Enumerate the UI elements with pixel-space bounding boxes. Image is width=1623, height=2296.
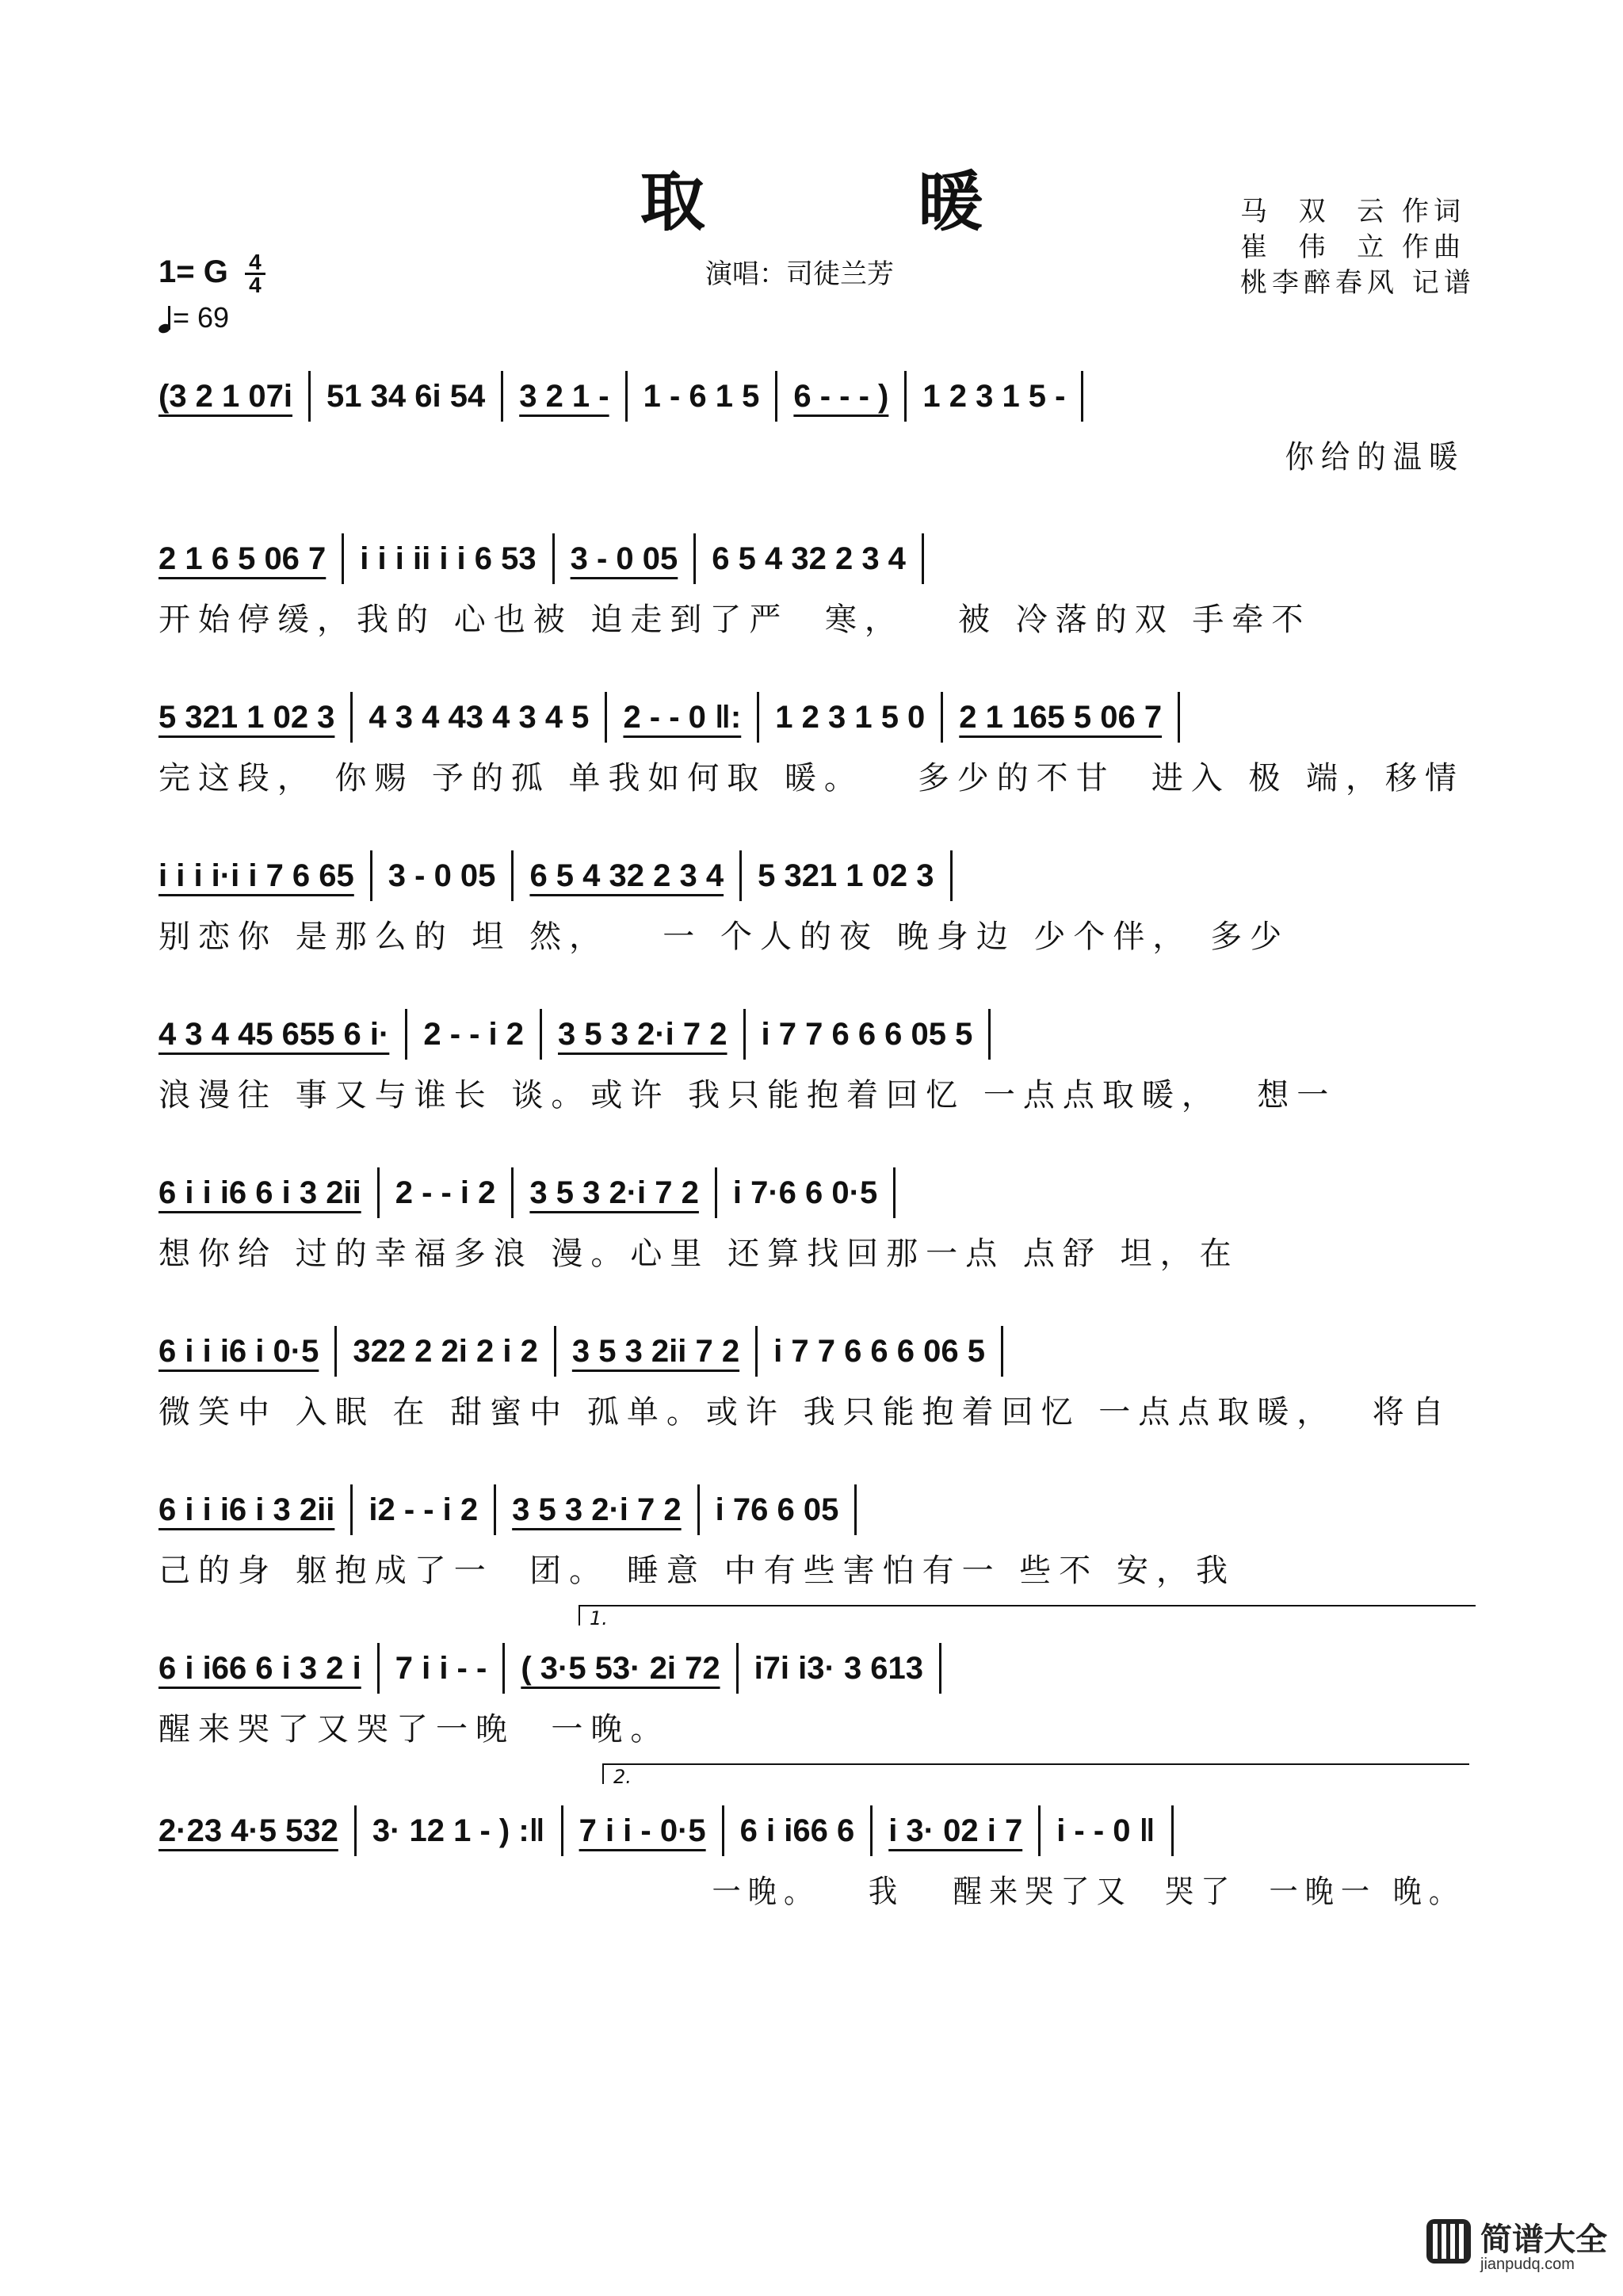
measure: 2 1 6 5 06 7 bbox=[158, 541, 327, 576]
measure: i7i i3· 3 613 bbox=[754, 1650, 924, 1686]
tempo-mark bbox=[158, 301, 229, 334]
measure: 4 3 4 43 4 3 4 5 bbox=[369, 699, 590, 735]
bar-line bbox=[494, 1484, 496, 1535]
score-system bbox=[158, 1641, 1465, 1752]
measure: i - - 0 ‖ bbox=[1056, 1813, 1155, 1848]
melody-line bbox=[158, 531, 940, 586]
bar-line bbox=[988, 1009, 991, 1060]
bar-line bbox=[377, 1643, 380, 1694]
bar-line bbox=[870, 1805, 873, 1856]
lyrics-line: 开始停缓，我的 心也被 迫走到了严 寒， 被 冷落的双 手牵不 bbox=[158, 602, 1312, 638]
measure: 6 i i i6 i 3 2ii bbox=[158, 1492, 335, 1527]
melody-line bbox=[158, 369, 1099, 424]
measure: 2·23 4·5 532 bbox=[158, 1813, 338, 1848]
score-system bbox=[158, 1007, 1465, 1117]
measure: i 7·6 6 0·5 bbox=[732, 1175, 878, 1210]
bar-line bbox=[1038, 1805, 1041, 1856]
melody-line bbox=[158, 1641, 957, 1696]
key-label: 1= G bbox=[158, 254, 228, 290]
bar-line bbox=[350, 1484, 353, 1535]
bar-line bbox=[511, 1167, 514, 1218]
measure: 3· 12 1 - ) :‖ bbox=[372, 1813, 545, 1848]
lyrics-line: 浪漫往 事又与谁长 谈。或许 我只能抱着回忆 一点点取暖， 想一 bbox=[158, 1077, 1337, 1114]
measure: 6 5 4 32 2 3 4 bbox=[529, 858, 724, 893]
bar-line bbox=[605, 692, 607, 743]
bar-line bbox=[502, 1643, 505, 1694]
bar-line bbox=[697, 1484, 700, 1535]
bar-line bbox=[739, 850, 742, 901]
melody-line bbox=[158, 690, 1196, 745]
melody-line bbox=[158, 1165, 911, 1221]
bar-line bbox=[904, 371, 907, 422]
lyrics-line: 己的身 躯抱成了一 团。 睡意 中有些害怕有一 些不 安，我 bbox=[158, 1553, 1236, 1589]
score-system bbox=[158, 531, 1465, 642]
bar-line bbox=[715, 1167, 717, 1218]
melody-line bbox=[158, 1803, 1190, 1859]
measure: 6 i i66 6 i 3 2 i bbox=[158, 1650, 361, 1686]
measure: 1 2 3 1 5 - bbox=[922, 378, 1066, 414]
score-system bbox=[158, 690, 1465, 800]
score-system bbox=[158, 1803, 1465, 1914]
bar-line bbox=[501, 371, 503, 422]
bar-line bbox=[922, 533, 924, 584]
measure: 2 1 165 5 06 7 bbox=[959, 699, 1163, 735]
bar-line bbox=[308, 371, 311, 422]
measure: 3 5 3 2·i 7 2 bbox=[512, 1492, 682, 1527]
tempo-value: = 69 bbox=[173, 301, 230, 334]
logo-url: jianpudq.com bbox=[1480, 2256, 1575, 2273]
lyrics-line: 一晚。 我 醒来哭了又 哭了 一晚一 晚。 bbox=[158, 1874, 1465, 1910]
measure: 6 - - - ) bbox=[793, 378, 889, 414]
bar-line bbox=[554, 1326, 556, 1377]
measure: 6 i i i6 6 i 3 2ii bbox=[158, 1175, 361, 1210]
key-signature bbox=[158, 252, 265, 296]
bar-line bbox=[775, 371, 777, 422]
measure: 3 5 3 2ii 7 2 bbox=[571, 1333, 740, 1369]
song-title: 取 暖 bbox=[640, 164, 1079, 240]
bar-line bbox=[561, 1805, 563, 1856]
measure: 5 321 1 02 3 bbox=[758, 858, 934, 893]
lyrics-line: 别恋你 是那么的 坦 然， 一 个人的夜 晚身边 少个伴， 多少 bbox=[158, 919, 1290, 955]
bar-line bbox=[377, 1167, 380, 1218]
measure: 5 321 1 02 3 bbox=[158, 699, 335, 735]
time-sig-bottom: 4 bbox=[249, 273, 262, 297]
volta-second-ending: 2. bbox=[602, 1763, 1469, 1784]
measure: 51 34 6i 54 bbox=[327, 378, 486, 414]
measure: (3 2 1 07i bbox=[158, 378, 293, 414]
bar-line bbox=[1171, 1805, 1174, 1856]
measure: 3 5 3 2·i 7 2 bbox=[529, 1175, 699, 1210]
measure: 6 5 4 32 2 3 4 bbox=[712, 541, 906, 576]
time-sig-top: 4 bbox=[249, 250, 262, 274]
bar-line bbox=[354, 1805, 357, 1856]
bar-line bbox=[722, 1805, 724, 1856]
score-system bbox=[158, 848, 1465, 959]
measure: 7 i i - 0·5 bbox=[579, 1813, 706, 1848]
lyrics-line: 醒来哭了又哭了一晚 一晚。 bbox=[158, 1711, 670, 1748]
bar-line bbox=[625, 371, 628, 422]
melody-line bbox=[158, 1482, 873, 1538]
bar-line bbox=[736, 1643, 739, 1694]
bar-line bbox=[540, 1009, 542, 1060]
lyrics-line: 想你给 过的幸福多浪 漫。心里 还算找回那一点 点舒 坦，在 bbox=[158, 1236, 1239, 1272]
bar-line bbox=[405, 1009, 407, 1060]
bar-line bbox=[370, 850, 372, 901]
measure: 3 - 0 05 bbox=[570, 541, 678, 576]
measure: ( 3·5 53· 2i 72 bbox=[521, 1650, 720, 1686]
singer-credit: 演唱：司徒兰芳 bbox=[705, 258, 894, 290]
bar-line bbox=[552, 533, 555, 584]
lyrics-line: 完这段， 你赐 予的孤 单我如何取 暖。 多少的不甘 进入 极 端，移情 bbox=[158, 760, 1465, 797]
measure: 3 5 3 2·i 7 2 bbox=[558, 1016, 727, 1052]
bar-line bbox=[1178, 692, 1180, 743]
bar-line bbox=[1081, 371, 1083, 422]
bar-line bbox=[950, 850, 953, 901]
site-logo bbox=[1426, 2211, 1609, 2283]
lyrics-line: 微笑中 入眠 在 甜蜜中 孤单。或许 我只能抱着回忆 一点点取暖， 将自 bbox=[158, 1394, 1452, 1431]
bar-line bbox=[854, 1484, 857, 1535]
volta-first-ending: 1. bbox=[579, 1605, 1476, 1626]
logo-name: 简谱大全 bbox=[1480, 2222, 1607, 2258]
measure: i 3· 02 i 7 bbox=[888, 1813, 1023, 1848]
measure: i 7 7 6 6 6 05 5 bbox=[761, 1016, 973, 1052]
bar-line bbox=[511, 850, 514, 901]
score-system bbox=[158, 1324, 1465, 1435]
measure: i 7 7 6 6 6 06 5 bbox=[773, 1333, 985, 1369]
lyrics-line: 你给的温暖 bbox=[158, 439, 1465, 476]
measure: 7 i i - - bbox=[395, 1650, 487, 1686]
measure: 2 - - i 2 bbox=[395, 1175, 496, 1210]
composer-credits: 马 双 云 作词 崔 伟 立 作曲 桃李醉春风 记谱 bbox=[1240, 196, 1476, 299]
bar-line bbox=[342, 533, 344, 584]
measure: i i i i·i i 7 6 65 bbox=[158, 858, 354, 893]
bar-line bbox=[1001, 1326, 1003, 1377]
measure: 3 2 1 - bbox=[519, 378, 609, 414]
bar-line bbox=[893, 1167, 896, 1218]
measure: 1 - 6 1 5 bbox=[643, 378, 760, 414]
time-signature bbox=[245, 252, 265, 296]
measure: 3 - 0 05 bbox=[388, 858, 496, 893]
bar-line bbox=[941, 692, 943, 743]
score-system bbox=[158, 369, 1465, 479]
bar-line bbox=[939, 1643, 941, 1694]
measure: 6 i i66 6 bbox=[739, 1813, 855, 1848]
measure: i i i ii i i 6 53 bbox=[360, 541, 537, 576]
bar-line bbox=[757, 692, 759, 743]
bar-line bbox=[334, 1326, 337, 1377]
bar-line bbox=[350, 692, 353, 743]
measure: 4 3 4 45 655 6 i· bbox=[158, 1016, 390, 1052]
bar-line bbox=[693, 533, 696, 584]
bar-line bbox=[743, 1009, 746, 1060]
measure: 322 2 2i 2 i 2 bbox=[353, 1333, 538, 1369]
measure: 2 - - 0 ‖: bbox=[623, 699, 742, 735]
melody-line bbox=[158, 1324, 1019, 1379]
measure: 6 i i i6 i 0·5 bbox=[158, 1333, 319, 1369]
measure: 2 - - i 2 bbox=[423, 1016, 525, 1052]
measure: i 76 6 05 bbox=[715, 1492, 839, 1527]
quarter-note-icon bbox=[158, 306, 173, 334]
melody-line bbox=[158, 848, 968, 904]
melody-line bbox=[158, 1007, 1006, 1062]
piano-keys-icon bbox=[1426, 2219, 1471, 2264]
measure: 1 2 3 1 5 0 bbox=[775, 699, 926, 735]
score-system bbox=[158, 1165, 1465, 1276]
bar-line bbox=[755, 1326, 758, 1377]
measure: i2 - - i 2 bbox=[369, 1492, 479, 1527]
score-system bbox=[158, 1482, 1465, 1593]
